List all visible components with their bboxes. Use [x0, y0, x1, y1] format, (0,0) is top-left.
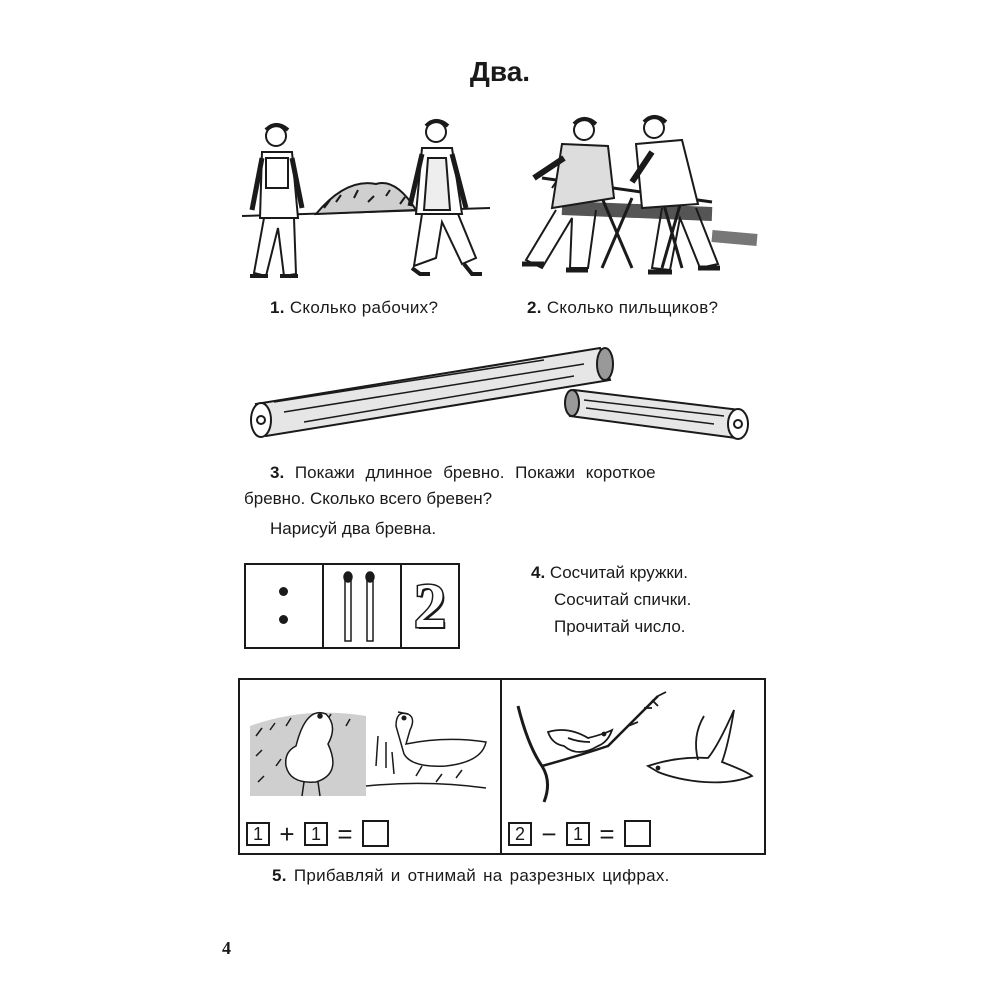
- answer-box: [362, 820, 389, 847]
- subtraction-equation: [508, 820, 651, 847]
- task-4-line-3: Прочитай число.: [554, 617, 686, 636]
- dot: [279, 587, 288, 596]
- task-2-caption: [527, 298, 718, 318]
- digit-box-a: 1: [246, 822, 270, 846]
- task-3-line-2: бревно. Сколько всего бревен?: [244, 489, 493, 508]
- geese-panel: [238, 678, 502, 855]
- equals-sign: =: [337, 818, 353, 849]
- task-1-number: 1.: [270, 298, 285, 317]
- dots-cell: [246, 565, 324, 647]
- task-1-caption: [270, 298, 438, 318]
- task-3-paragraph: [270, 460, 770, 486]
- dot: [279, 615, 288, 624]
- task-4-line-1: [531, 560, 688, 586]
- task-2-number: 2.: [527, 298, 542, 317]
- sawyers-illustration: [512, 118, 757, 283]
- addition-equation: [246, 820, 389, 847]
- digit-box-a: 2: [508, 822, 532, 846]
- logs-illustration: [244, 342, 764, 442]
- matches-icon: [324, 565, 402, 651]
- digit-box-b: 1: [566, 822, 590, 846]
- birds-panel: [500, 678, 766, 855]
- page-number: 4: [222, 938, 231, 958]
- workers-carrying-illustration: [236, 118, 496, 288]
- task-2-text: Сколько пильщиков?: [546, 298, 719, 317]
- birds-illustration: [508, 686, 758, 806]
- task-4-line-1-text: Сосчитай кружки.: [549, 563, 689, 582]
- task-3-line-3: Нарисуй два бревна.: [270, 519, 437, 538]
- card-number: 2: [414, 570, 446, 641]
- task-1-text: Сколько рабочих?: [289, 298, 439, 317]
- task-3-line-1: Покажи длинное бревно. Покажи короткое: [294, 463, 656, 482]
- number-cell: [402, 565, 458, 647]
- task-3-number: 3.: [270, 463, 285, 482]
- page-title: Два.: [469, 56, 531, 87]
- task-4-number: 4.: [531, 563, 546, 582]
- matches-cell: [324, 565, 402, 647]
- answer-box: [624, 820, 651, 847]
- geese-illustration: [246, 686, 496, 806]
- number-card: [244, 563, 460, 649]
- equals-sign: =: [599, 818, 615, 849]
- task-5-caption: [272, 866, 670, 886]
- task-5-number: 5.: [272, 866, 287, 885]
- digit-box-b: 1: [304, 822, 328, 846]
- minus-sign: −: [541, 818, 557, 849]
- task-4-line-2: Сосчитай спички.: [554, 590, 692, 609]
- plus-sign: +: [279, 818, 295, 849]
- task-5-text: Прибавляй и отнимай на разрезных цифрах.: [293, 866, 670, 885]
